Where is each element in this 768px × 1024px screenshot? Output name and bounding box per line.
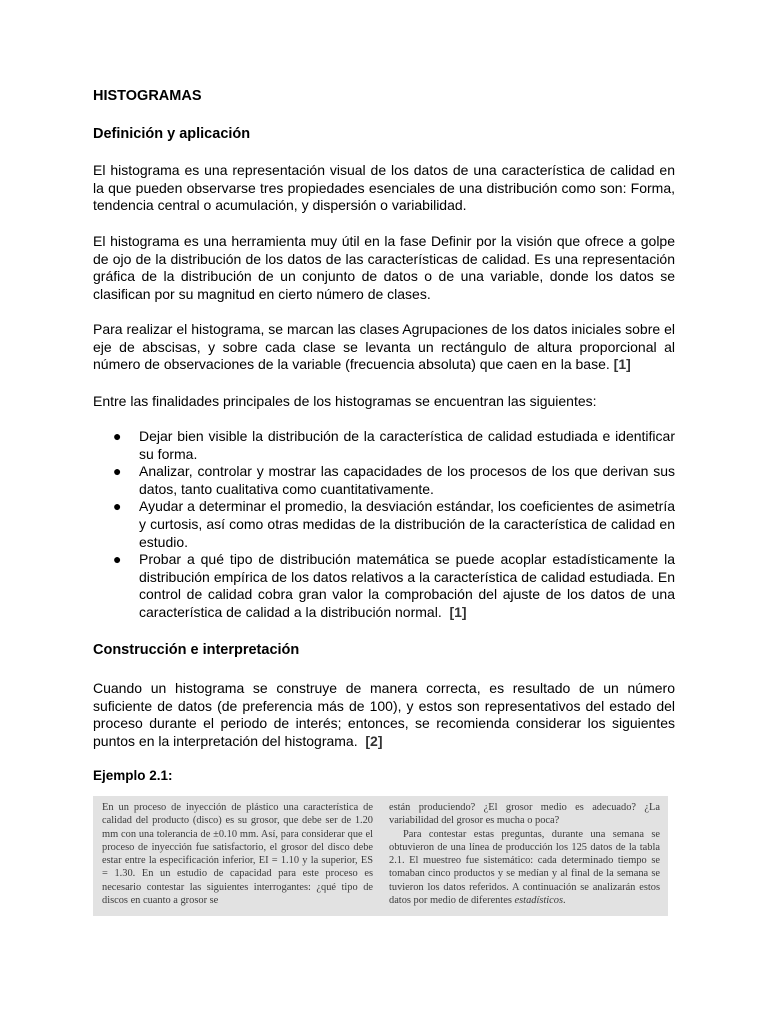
example-text-left: En un proceso de inyección de plástico una característica de calidad del producto (disco) es su grosor, que debe ser de 1.20 mm con una tolerancia de ±0.10 mm. Así, para considerar que el proceso de inyección fue satisfactorio, el grosor del disco debe estar entre la especificación inferior, EI = 1.10 y la superior, ES = 1.30. En un estudio de capacidad para este proceso es necesario contestar las siguientes interrogantes: ¿qué tipo de discos en cuanto a grosor se	[102, 802, 373, 907]
reference-marker: [1]	[613, 356, 631, 373]
bullet-icon: ●	[113, 551, 122, 568]
example-text-right-b	[389, 828, 660, 908]
page-title: HISTOGRAMAS	[93, 88, 202, 104]
reference-marker: [2]	[365, 732, 383, 749]
reference-marker: [1]	[449, 603, 467, 620]
paragraph-definicion-3-text: Para realizar el histograma, se marcan las clases Agrupaciones de los datos iniciales sobre el eje de abscisas, y sobre cada clase se levanta un rectángulo de altura proporcional al número de observaciones de la variable (frecuencia absoluta) que caen en la base.	[93, 321, 675, 373]
list-item-text: Dejar bien visible la distribución de la característica de calidad estudiada e identificar su forma.	[139, 428, 675, 462]
paragraph-definicion-1: El histograma es una representación visual de los datos de una característica de calidad en la que pueden observarse tres propiedades esenciales de una distribución como son: Forma, tendencia central o acumulación, y dispersión o variabilidad.	[93, 162, 675, 214]
paragraph-definicion-2: El histograma es una herramienta muy útil en la fase Definir por la visión que ofrece a golpe de ojo de la distribución de los datos de las características de calidad. Es una representación gráfica de la distribución de un conjunto de datos o de una variable, donde los datos se clasifican por su magnitud en cierto número de clases.	[93, 233, 675, 302]
paragraph-definicion-3	[93, 321, 675, 374]
bullet-icon: ●	[113, 463, 122, 480]
list-item-text: Probar a qué tipo de distribución matemática se puede acoplar estadísticamente la distribución empírica de los datos relativos a la característica de calidad estudiada. En control de calidad cobra gran valor la comprobación del ajuste de los datos de una característica de calidad a la distribución normal.	[139, 551, 675, 620]
example-excerpt-image	[93, 796, 668, 916]
example-heading: Ejemplo 2.1:	[93, 768, 173, 783]
example-column-right	[389, 801, 660, 912]
paragraph-construccion-1	[93, 680, 675, 750]
section-heading-definicion: Definición y aplicación	[93, 126, 251, 142]
finalidades-list	[93, 428, 675, 622]
list-item-text: Analizar, controlar y mostrar las capacidades de los procesos de los que derivan sus datos, tanto cualitativa como cuantitativamente.	[139, 463, 675, 497]
bullet-icon: ●	[113, 428, 122, 444]
example-text-right-a: están produciendo? ¿El grosor medio es adecuado? ¿La variabilidad del grosor es mucha o poca?	[389, 802, 660, 827]
list-item	[93, 463, 675, 498]
list-item	[93, 551, 675, 621]
example-italic-word: estadísticos	[514, 895, 564, 907]
list-item	[93, 498, 675, 551]
bullet-icon: ●	[113, 498, 122, 515]
example-column-left	[102, 801, 373, 912]
paragraph-finalidades-intro: Entre las finalidades principales de los histogramas se encuentran las siguientes:	[93, 393, 597, 409]
list-item	[93, 428, 675, 463]
section-heading-construccion: Construcción e interpretación	[93, 642, 300, 658]
example-text-end: .	[563, 895, 566, 907]
list-item-text: Ayudar a determinar el promedio, la desviación estándar, los coeficientes de asimetría y curtosis, así como otras medidas de la distribución de la característica de calidad en estudio.	[139, 498, 675, 550]
example-text-right-b-body: Para contestar estas preguntas, durante una semana se obtuvieron de una línea de producción los 125 datos de la tabla 2.1. El muestreo fue sistemático: cada determinado tiempo se tomaban cinco productos y se medían y al final de la semana se tuvieron los datos referidos. A continuación se analizarán estos datos por medio de diferentes	[389, 828, 660, 907]
paragraph-construccion-1-text: Cuando un histograma se construye de manera correcta, es resultado de un número suficiente de datos (de preferencia más de 100), y estos son representativos del estado del proceso durante el periodo de interés; entonces, se recomienda considerar los siguientes puntos en la interpretación del histograma.	[93, 680, 675, 749]
